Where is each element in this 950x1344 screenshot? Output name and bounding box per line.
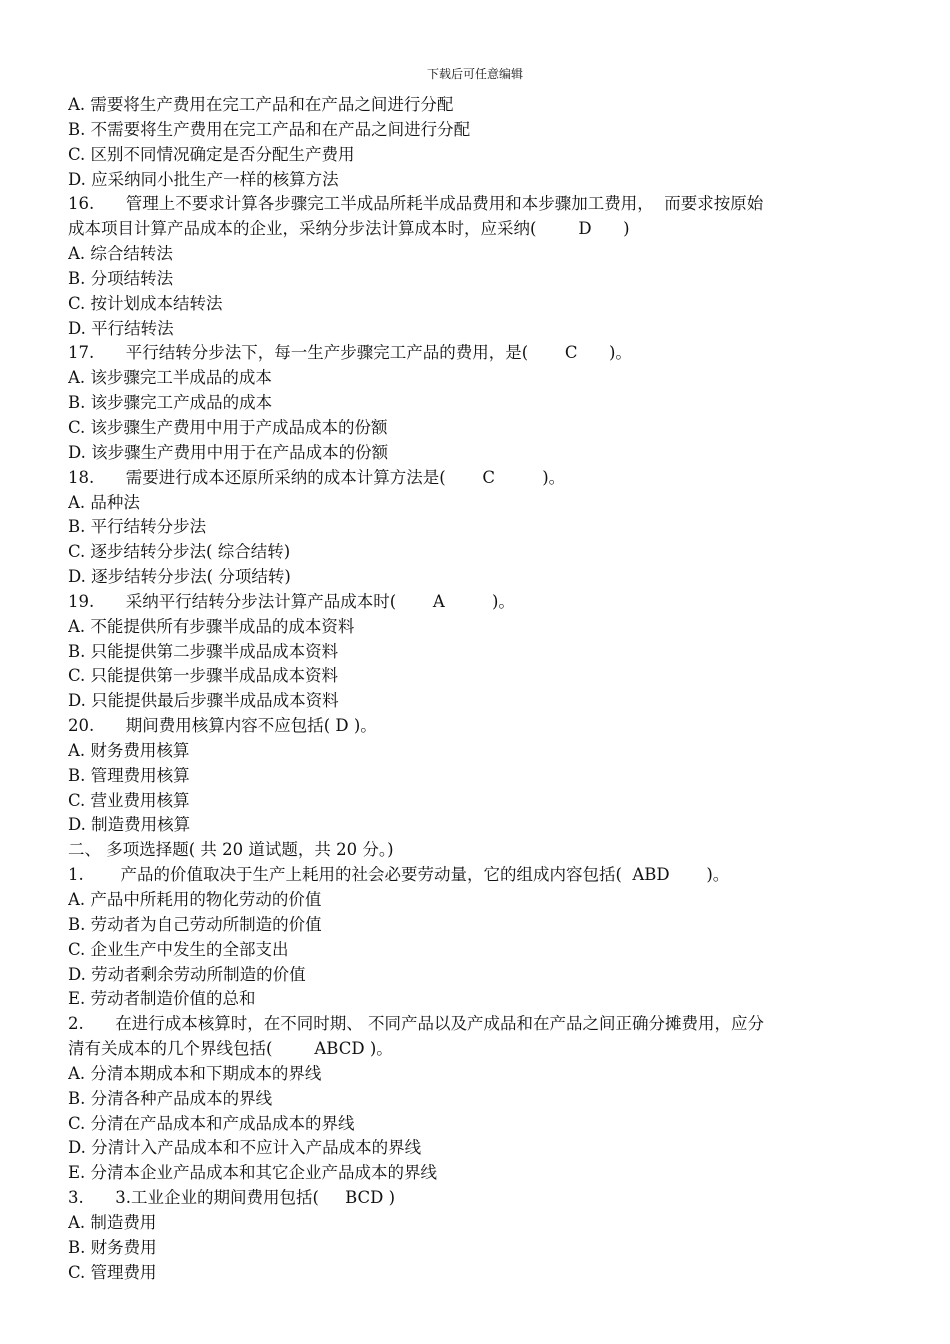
text-line: C. 企业生产中发生的全部支出	[68, 939, 289, 959]
text-line: A. 产品中所耗用的物化劳动的价值	[68, 890, 322, 909]
text-line: 二、 多项选择题( 共 20 道试题，共 20 分。)	[68, 840, 394, 860]
text-line: B. 只能提供第二步骤半成品成本资料	[68, 641, 339, 661]
text-line: D. 劳动者剩余劳动所制造的价值	[68, 964, 306, 984]
text-line: A. 分清本期成本和下期成本的界线	[68, 1063, 322, 1083]
text-line: 1. 产品的价值取决于生产上耗用的社会必要劳动量，它的组成内容包括( ABD )。	[68, 865, 730, 885]
text-line: 2. 在进行成本核算时，在不同时期、 不同产品以及产成品和在产品之间正确分摊费用，应分	[68, 1014, 764, 1034]
text-line: A. 该步骤完工半成品的成本	[68, 368, 272, 388]
text-line: 3. 3.工业企业的期间费用包括( BCD )	[68, 1188, 396, 1208]
text-line: C. 管理费用	[68, 1262, 157, 1282]
text-line: D. 平行结转法	[68, 318, 174, 338]
text-line: C. 该步骤生产费用中用于产成品成本的份额	[68, 417, 388, 437]
text-line: A. 不能提供所有步骤半成品的成本资料	[68, 616, 355, 636]
text-line: C. 只能提供第一步骤半成品成本资料	[68, 666, 339, 686]
text-line: 17. 平行结转分步法下，每一生产步骤完工产品的费用，是( C )。	[68, 343, 632, 363]
text-line: D. 制造费用核算	[68, 815, 191, 835]
text-line: C. 区别不同情况确定是否分配生产费用	[68, 144, 355, 164]
text-line: C. 分清在产品成本和产成品成本的界线	[68, 1113, 355, 1133]
text-line: C. 按计划成本结转法	[68, 293, 223, 313]
text-line: 成本项目计算产品成本的企业，采纳分步法计算成本时，应采纳( D )	[68, 219, 630, 239]
text-line: D. 只能提供最后步骤半成品成本资料	[68, 691, 339, 711]
text-line: D. 逐步结转分步法( 分项结转)	[68, 567, 291, 587]
text-line: B. 平行结转分步法	[68, 517, 207, 537]
text-line: B. 劳动者为自己劳动所制造的价值	[68, 914, 322, 934]
text-line: D. 分清计入产品成本和不应计入产品成本的界线	[68, 1138, 422, 1158]
text-line: A. 财务费用核算	[68, 740, 190, 760]
page-header: 下载后可任意编辑	[426, 67, 523, 81]
text-line: 19. 采纳平行结转分步法计算产品成本时( A )。	[68, 591, 515, 611]
text-line: D. 应采纳同小批生产一样的核算方法	[68, 169, 339, 189]
document-body	[68, 93, 888, 1286]
text-line: A. 需要将生产费用在完工产品和在产品之间进行分配	[68, 95, 454, 114]
text-line: A. 品种法	[68, 492, 140, 512]
text-line: E. 分清本企业产品成本和其它企业产品成本的界线	[68, 1163, 438, 1183]
text-line: A. 制造费用	[68, 1212, 157, 1232]
text-line: B. 不需要将生产费用在完工产品和在产品之间进行分配	[68, 119, 471, 139]
text-line: 18. 需要进行成本还原所采纳的成本计算方法是( C )。	[68, 467, 566, 487]
text-line: C. 逐步结转分步法( 综合结转)	[68, 542, 291, 562]
text-line: C. 营业费用核算	[68, 790, 190, 810]
text-line: 16. 管理上不要求计算各步骤完工半成品所耗半成品费用和本步骤加工费用， 而要求按原始	[68, 194, 764, 214]
text-line: 清有关成本的几个界线包括( ABCD )。	[68, 1039, 393, 1059]
text-line: B. 该步骤完工产成品的成本	[68, 393, 273, 413]
text-line: E. 劳动者制造价值的总和	[68, 989, 256, 1009]
text-line: B. 管理费用核算	[68, 765, 190, 785]
text-line: B. 分项结转法	[68, 268, 174, 288]
text-line: 20. 期间费用核算内容不应包括( D )。	[68, 716, 377, 736]
text-line: B. 财务费用	[68, 1237, 157, 1257]
text-line: D. 该步骤生产费用中用于在产品成本的份额	[68, 442, 389, 462]
text-line: A. 综合结转法	[68, 244, 173, 264]
text-line: B. 分清各种产品成本的界线	[68, 1088, 273, 1108]
